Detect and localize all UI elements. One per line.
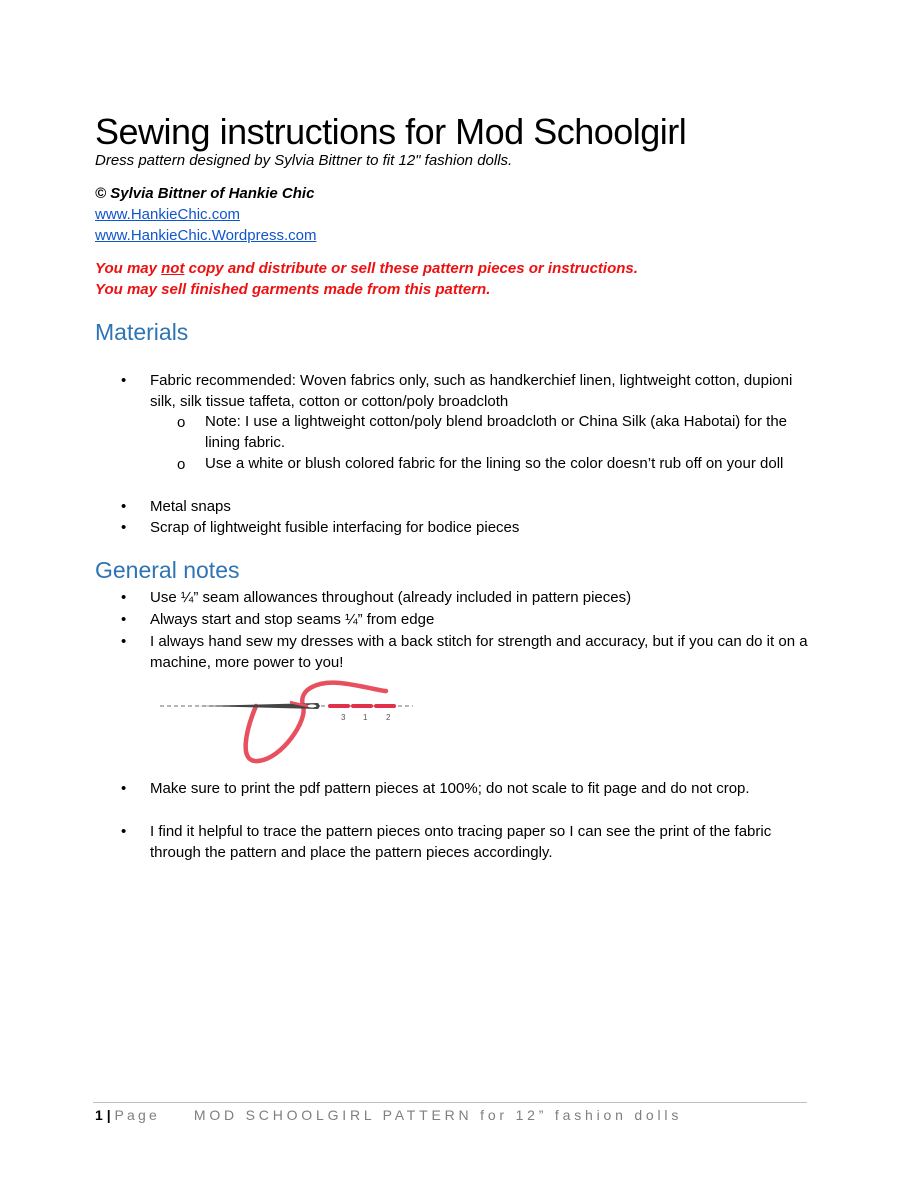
website-link[interactable]: www.HankieChic.com [95,206,241,223]
page-footer [95,1106,682,1124]
sub-list-item: Use a white or blush colored fabric for the lining so the color doesn’t rub off on your doll [205,455,784,472]
footer-separator: | [106,1107,111,1123]
sub-list-item: Note: I use a lightweight cotton/poly blend broadcloth or China Silk (aka Habotai) for the lining fabric. [205,413,787,451]
list-item: Use ¼” seam allowances throughout (already included in pattern pieces) [150,589,632,606]
list-item: Make sure to print the pdf pattern pieces at 100%; do not scale to fit page and do not crop. [150,780,750,797]
stitch-label: 3 [341,713,346,722]
stitch-label: 1 [363,713,368,722]
bullet-icon: • [121,611,127,628]
stitch-label: 2 [386,713,391,722]
footer-divider [93,1102,807,1103]
footer-document-title: MOD SCHOOLGIRL PATTERN for 12” fashion dolls [193,1107,683,1123]
bullet-icon: • [121,519,127,536]
bullet-icon: • [121,823,127,840]
warning-emphasis: not [161,260,185,277]
warning-text-post: copy and distribute or sell these pattern pieces or instructions. [184,260,638,277]
bullet-icon: • [121,633,127,650]
copyright-line: © Sylvia Bittner of Hankie Chic [95,185,315,202]
blog-link[interactable]: www.HankieChic.Wordpress.com [95,227,317,244]
sell-notice: You may sell finished garments made from this pattern. [95,281,491,298]
bullet-icon: • [121,372,127,389]
sub-bullet-icon: o [177,414,186,431]
backstitch-illustration [158,675,418,770]
list-item: Scrap of lightweight fusible interfacing for bodice pieces [150,519,520,536]
sub-bullet-icon: o [177,456,186,473]
warning-text-pre: You may [95,260,162,277]
bullet-icon: • [121,589,127,606]
bullet-icon: • [121,780,127,797]
subtitle: Dress pattern designed by Sylvia Bittner to fit 12" fashion dolls. [95,152,513,169]
page-title: Sewing instructions for Mod Schoolgirl [95,111,687,152]
list-item: I find it helpful to trace the pattern pieces onto tracing paper so I can see the print of the fabric through the pattern and place the pattern pieces accordingly. [150,823,772,861]
list-item: Metal snaps [150,498,231,515]
page-number: 1 [95,1107,103,1123]
general-notes-heading: General notes [95,557,240,583]
list-item: I always hand sew my dresses with a back stitch for strength and accuracy, but if you can do it on a machine, more power to you! [150,633,808,671]
needle-eye-icon [307,704,317,708]
copy-warning [95,259,638,279]
list-item: Always start and stop seams ¼” from edge [150,611,435,628]
list-item: Fabric recommended: Woven fabrics only, such as handkerchief linen, lightweight cotton, dupioni silk, silk tissue taffeta, cotton or cotton/poly broadcloth [150,372,793,410]
materials-heading: Materials [95,319,189,345]
page-label: Page [114,1107,160,1123]
bullet-icon: • [121,498,127,515]
